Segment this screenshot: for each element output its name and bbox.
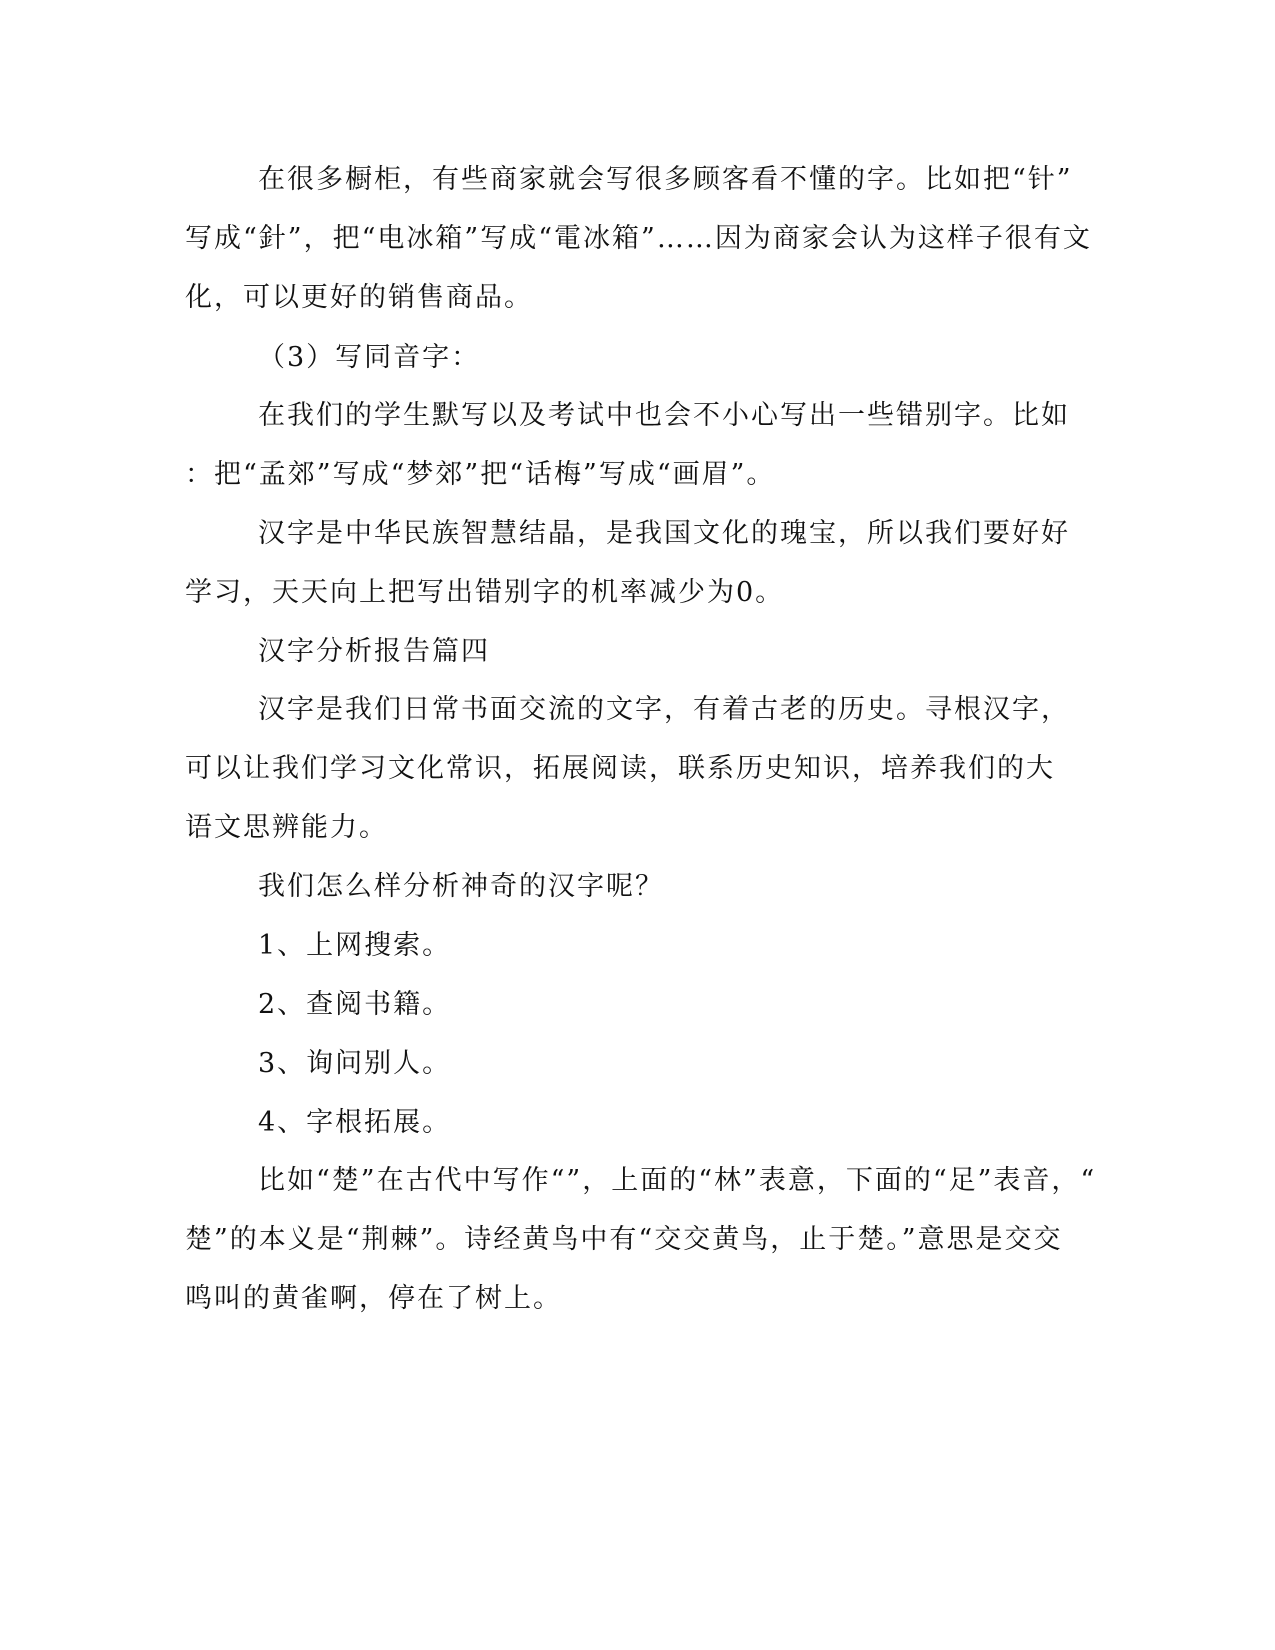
paragraph-line: 楚”的本义是“荆棘”。诗经黄鸟中有“交交黄鸟，止于楚。”意思是交交 (185, 1224, 1063, 1255)
list-item: 4、字根拓展。 (258, 1107, 452, 1138)
paragraph-line: 在我们的学生默写以及考试中也会不小心写出一些错别字。比如 (258, 400, 1070, 431)
paragraph-line: 可以让我们学习文化常识，拓展阅读，联系历史知识，培养我们的大 (185, 753, 1055, 784)
paragraph-line: 学习，天天向上把写出错别字的机率减少为0。 (185, 577, 785, 608)
section-heading: 汉字分析报告篇四 (258, 636, 490, 667)
paragraph-line: 汉字是我们日常书面交流的文字，有着古老的历史。寻根汉字， (258, 694, 1070, 725)
paragraph-line: 我们怎么样分析神奇的汉字呢？ (258, 871, 664, 902)
paragraph-line: 鸣叫的黄雀啊，停在了树上。 (185, 1283, 562, 1314)
paragraph-line: 在很多橱柜，有些商家就会写很多顾客看不懂的字。比如把“针” (258, 164, 1073, 195)
list-item: 1、上网搜索。 (258, 930, 452, 961)
paragraph-line: ：把“孟郊”写成“梦郊”把“话梅”写成“画眉”。 (185, 459, 776, 490)
list-item: 3、询问别人。 (258, 1048, 452, 1079)
paragraph-line: 汉字是中华民族智慧结晶，是我国文化的瑰宝，所以我们要好好 (258, 518, 1070, 549)
paragraph-line: 写成“針”，把“电冰箱”写成“電冰箱”……因为商家会认为这样子很有文 (185, 223, 1092, 254)
section-subheading: （3）写同音字： (258, 342, 481, 373)
paragraph-line: 比如“楚”在古代中写作“”，上面的“林”表意，下面的“足”表音，“ (258, 1165, 1097, 1196)
paragraph-line: 语文思辨能力。 (185, 812, 388, 843)
paragraph-line: 化，可以更好的销售商品。 (185, 282, 533, 313)
list-item: 2、查阅书籍。 (258, 989, 452, 1020)
